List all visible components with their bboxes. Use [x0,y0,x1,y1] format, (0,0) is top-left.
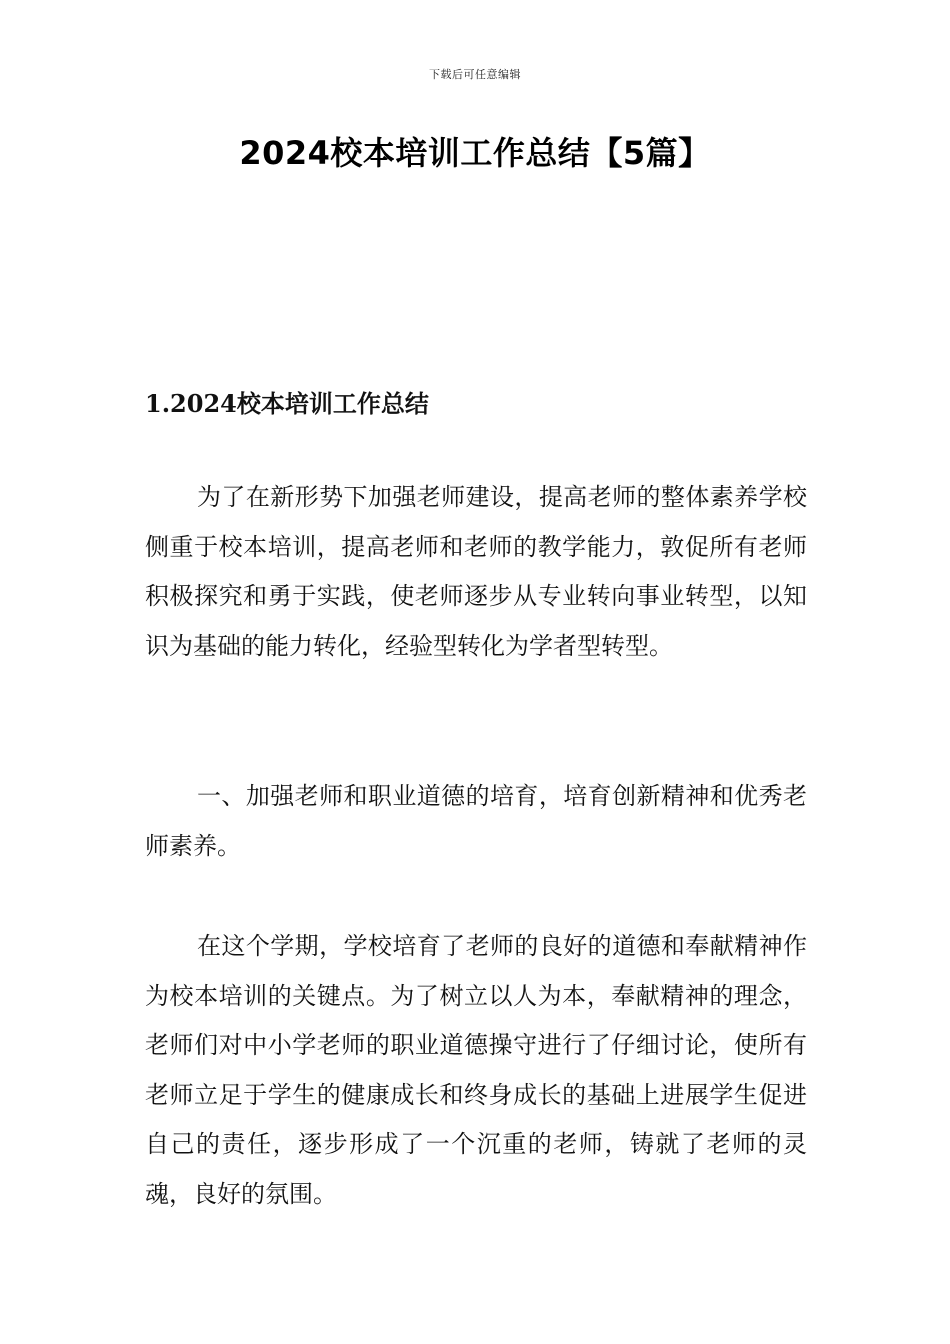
header-note: 下载后可任意编辑 [429,68,521,81]
paragraph-point-heading: 一、加强老师和职业道德的培育，培育创新精神和优秀老师素养。 [145,782,807,860]
paragraph-body: 在这个学期，学校培育了老师的良好的道德和奉献精神作为校本培训的关键点。为了树立以人为本，奉献精神的理念，老师们对中小学老师的职业道德操守进行了仔细讨论，使所有老师立足于学生的健康成长和终身成长的基础上进展学生促进自己的责任，逐步形成了一个沉重的老师，铸就了老师的灵魂，良好的氛围。 [145,932,807,1208]
paragraph-intro: 为了在新形势下加强老师建设，提高老师的整体素养学校侧重于校本培训，提高老师和老师的教学能力，敦促所有老师积极探究和勇于实践，使老师逐步从专业转向事业转型，以知识为基础的能力转化，经验型转化为学者型转型。 [145,483,807,660]
document-title: 2024校本培训工作总结【5篇】 [239,134,711,172]
section-heading: 1.2024校本培训工作总结 [145,389,429,418]
